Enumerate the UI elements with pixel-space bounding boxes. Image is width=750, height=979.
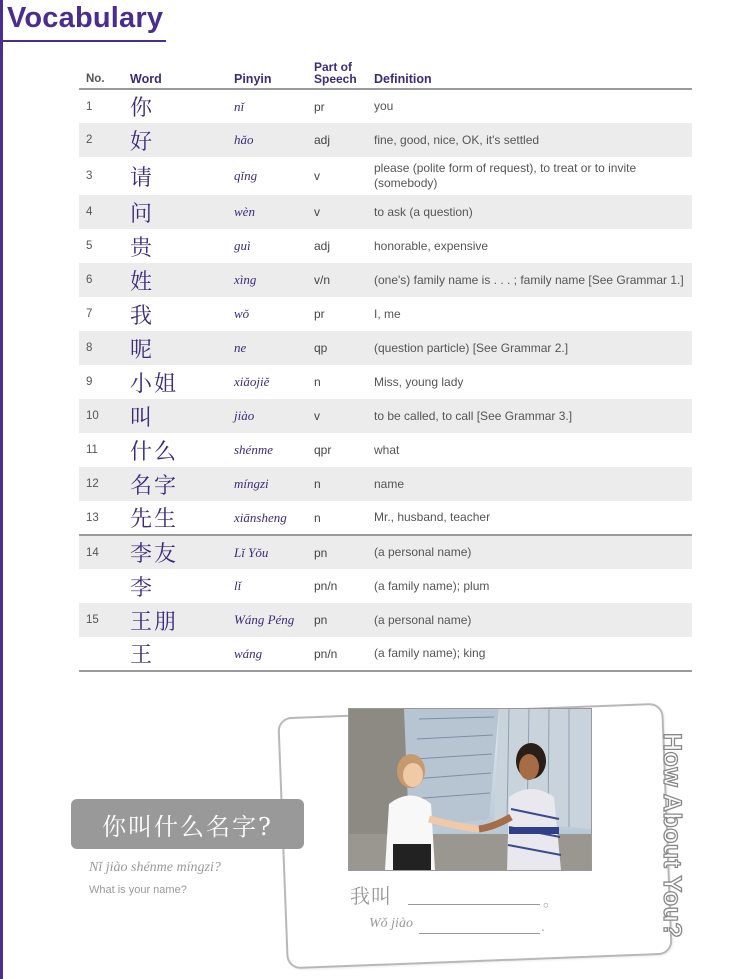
cell-no: 2 <box>86 134 93 146</box>
table-row <box>79 569 692 603</box>
cell-no: 14 <box>86 546 99 559</box>
cell-no: 5 <box>86 240 93 252</box>
cell-definition: (a personal name) <box>374 545 472 559</box>
left-margin-rule <box>0 0 3 979</box>
photo-illustration <box>349 709 591 870</box>
cell-part-of-speech: adj <box>314 239 331 253</box>
header-no: No. <box>86 73 105 85</box>
cell-word: 姓 <box>130 269 155 295</box>
table-header-row <box>79 56 692 89</box>
title-underline <box>3 40 166 42</box>
cell-pinyin: Lǐ Yǒu <box>234 544 269 560</box>
cell-definition: please (polite form of request), to treat or to invite (somebody) <box>374 161 637 190</box>
cell-part-of-speech: v <box>314 169 320 183</box>
table-row <box>79 229 692 263</box>
cell-no: 8 <box>86 342 93 354</box>
cell-definition: fine, good, nice, OK, it's settled <box>374 132 540 147</box>
cell-definition: name <box>374 476 405 491</box>
table-row <box>79 365 692 399</box>
cell-part-of-speech: qpr <box>314 443 332 457</box>
cell-word: 你 <box>130 96 155 121</box>
cell-pinyin: guì <box>234 238 251 253</box>
cell-definition: what <box>374 442 400 457</box>
cell-part-of-speech: adj <box>314 133 331 147</box>
answer-blank-pinyin[interactable] <box>419 933 540 934</box>
cell-no: 6 <box>86 274 93 286</box>
cell-pinyin: xiǎojiě <box>234 374 270 389</box>
cell-word: 好 <box>130 129 155 155</box>
cell-pinyin: qǐng <box>234 168 258 183</box>
table-row <box>79 89 692 123</box>
cell-no <box>79 637 130 671</box>
table-row <box>79 195 692 229</box>
answer-end-chinese: 。 <box>543 893 560 910</box>
cell-word: 贵 <box>130 235 155 261</box>
cell-part-of-speech: pn <box>314 613 328 627</box>
cell-word: 李友 <box>130 542 179 567</box>
cell-definition: honorable, expensive <box>374 238 489 253</box>
cell-word: 什么 <box>130 439 179 465</box>
phrase-english: What is your name? <box>89 884 187 896</box>
cell-part-of-speech: v <box>314 205 320 219</box>
phrase-box <box>71 799 304 849</box>
cell-no: 1 <box>86 100 93 113</box>
cell-word: 小姐 <box>130 371 179 397</box>
cell-word: 名字 <box>130 473 179 499</box>
phrase-chinese: 你叫什么名字? <box>102 812 273 841</box>
cell-part-of-speech: n <box>314 477 321 491</box>
how-about-you-title: How About You? <box>658 733 686 939</box>
cell-no: 9 <box>86 376 93 388</box>
page-title: Vocabulary <box>7 2 164 34</box>
header-pinyin: Pinyin <box>234 72 272 86</box>
cell-part-of-speech: pn <box>314 545 328 560</box>
cell-no: 7 <box>86 308 93 320</box>
cell-definition: Mr., husband, teacher <box>374 510 491 524</box>
header-pos-line2: Speech <box>314 72 357 86</box>
cell-definition: Miss, young lady <box>374 374 464 389</box>
table-row <box>79 297 692 331</box>
cell-pinyin: xìng <box>234 272 257 287</box>
cell-word: 呢 <box>130 337 155 363</box>
photo-two-women-handshake <box>348 708 592 871</box>
cell-word: 王 <box>130 643 155 668</box>
cell-word: 问 <box>130 201 155 227</box>
table-row <box>79 603 692 637</box>
table-row <box>79 123 692 157</box>
cell-no <box>79 569 130 603</box>
cell-word: 请 <box>130 165 155 191</box>
cell-pinyin: lǐ <box>234 578 242 593</box>
cell-part-of-speech: n <box>314 375 321 389</box>
header-word: Word <box>130 72 162 86</box>
table-row <box>79 535 692 569</box>
answer-prompt-chinese: 我叫 <box>350 884 392 908</box>
cell-no: 11 <box>86 444 98 456</box>
cell-pinyin: wèn <box>234 204 255 219</box>
table-row <box>79 433 692 467</box>
cell-part-of-speech: pr <box>314 99 325 114</box>
cell-part-of-speech: pn/n <box>314 646 338 661</box>
cell-definition: to ask (a question) <box>374 204 473 219</box>
table-row <box>79 157 692 195</box>
cell-no: 3 <box>86 170 93 182</box>
cell-part-of-speech: pn/n <box>314 579 338 593</box>
cell-pinyin: hǎo <box>234 132 254 147</box>
cell-definition: to be called, to call [See Grammar 3.] <box>374 408 573 423</box>
answer-prompt-pinyin: Wǒ jiào <box>369 916 413 931</box>
cell-pinyin: nǐ <box>234 98 245 114</box>
cell-part-of-speech: v <box>314 409 320 423</box>
cell-no: 10 <box>86 410 99 422</box>
cell-pinyin: míngzi <box>234 476 269 491</box>
table-row <box>79 399 692 433</box>
cell-no: 12 <box>86 478 99 490</box>
cell-pinyin: wǒ <box>234 306 250 321</box>
cell-definition: (question particle) [See Grammar 2.] <box>374 340 569 355</box>
cell-word: 先生 <box>130 507 179 532</box>
cell-part-of-speech: v/n <box>314 273 331 287</box>
cell-definition: you <box>374 99 394 113</box>
cell-part-of-speech: qp <box>314 341 328 355</box>
table-row <box>79 263 692 297</box>
cell-pinyin: ne <box>234 340 247 355</box>
header-pos-line1: Part of <box>314 60 353 74</box>
cell-definition: (a family name); plum <box>374 578 490 593</box>
cell-definition: (a personal name) <box>374 612 472 627</box>
table-row <box>79 331 692 365</box>
cell-no: 15 <box>86 614 99 626</box>
cell-no: 13 <box>86 511 99 524</box>
vocabulary-table <box>79 56 692 672</box>
table-row <box>79 501 692 535</box>
cell-pinyin: shénme <box>234 442 273 457</box>
cell-definition: I, me <box>374 306 401 321</box>
cell-pinyin: Wáng Péng <box>234 612 295 627</box>
header-part-of-speech <box>314 56 374 89</box>
phrase-pinyin: Nǐ jiào shénme míngzi? <box>89 860 221 875</box>
cell-part-of-speech: pr <box>314 307 325 321</box>
table-row <box>79 467 692 501</box>
cell-word: 叫 <box>130 405 155 431</box>
answer-blank-chinese[interactable] <box>408 904 540 905</box>
cell-word: 李 <box>130 575 155 601</box>
cell-pinyin: wáng <box>234 645 263 661</box>
cell-pinyin: xiānsheng <box>234 509 287 525</box>
cell-word: 我 <box>130 303 155 329</box>
table-row <box>79 637 692 671</box>
cell-word: 王朋 <box>130 609 179 635</box>
cell-definition: (one's) family name is . . . ; family name [See Grammar 1.] <box>374 272 684 287</box>
cell-pinyin: jiào <box>234 408 255 423</box>
cell-part-of-speech: n <box>314 510 321 525</box>
cell-no: 4 <box>86 206 93 218</box>
answer-end-pinyin: . <box>541 918 545 934</box>
cell-definition: (a family name); king <box>374 646 486 660</box>
header-definition: Definition <box>374 72 432 86</box>
